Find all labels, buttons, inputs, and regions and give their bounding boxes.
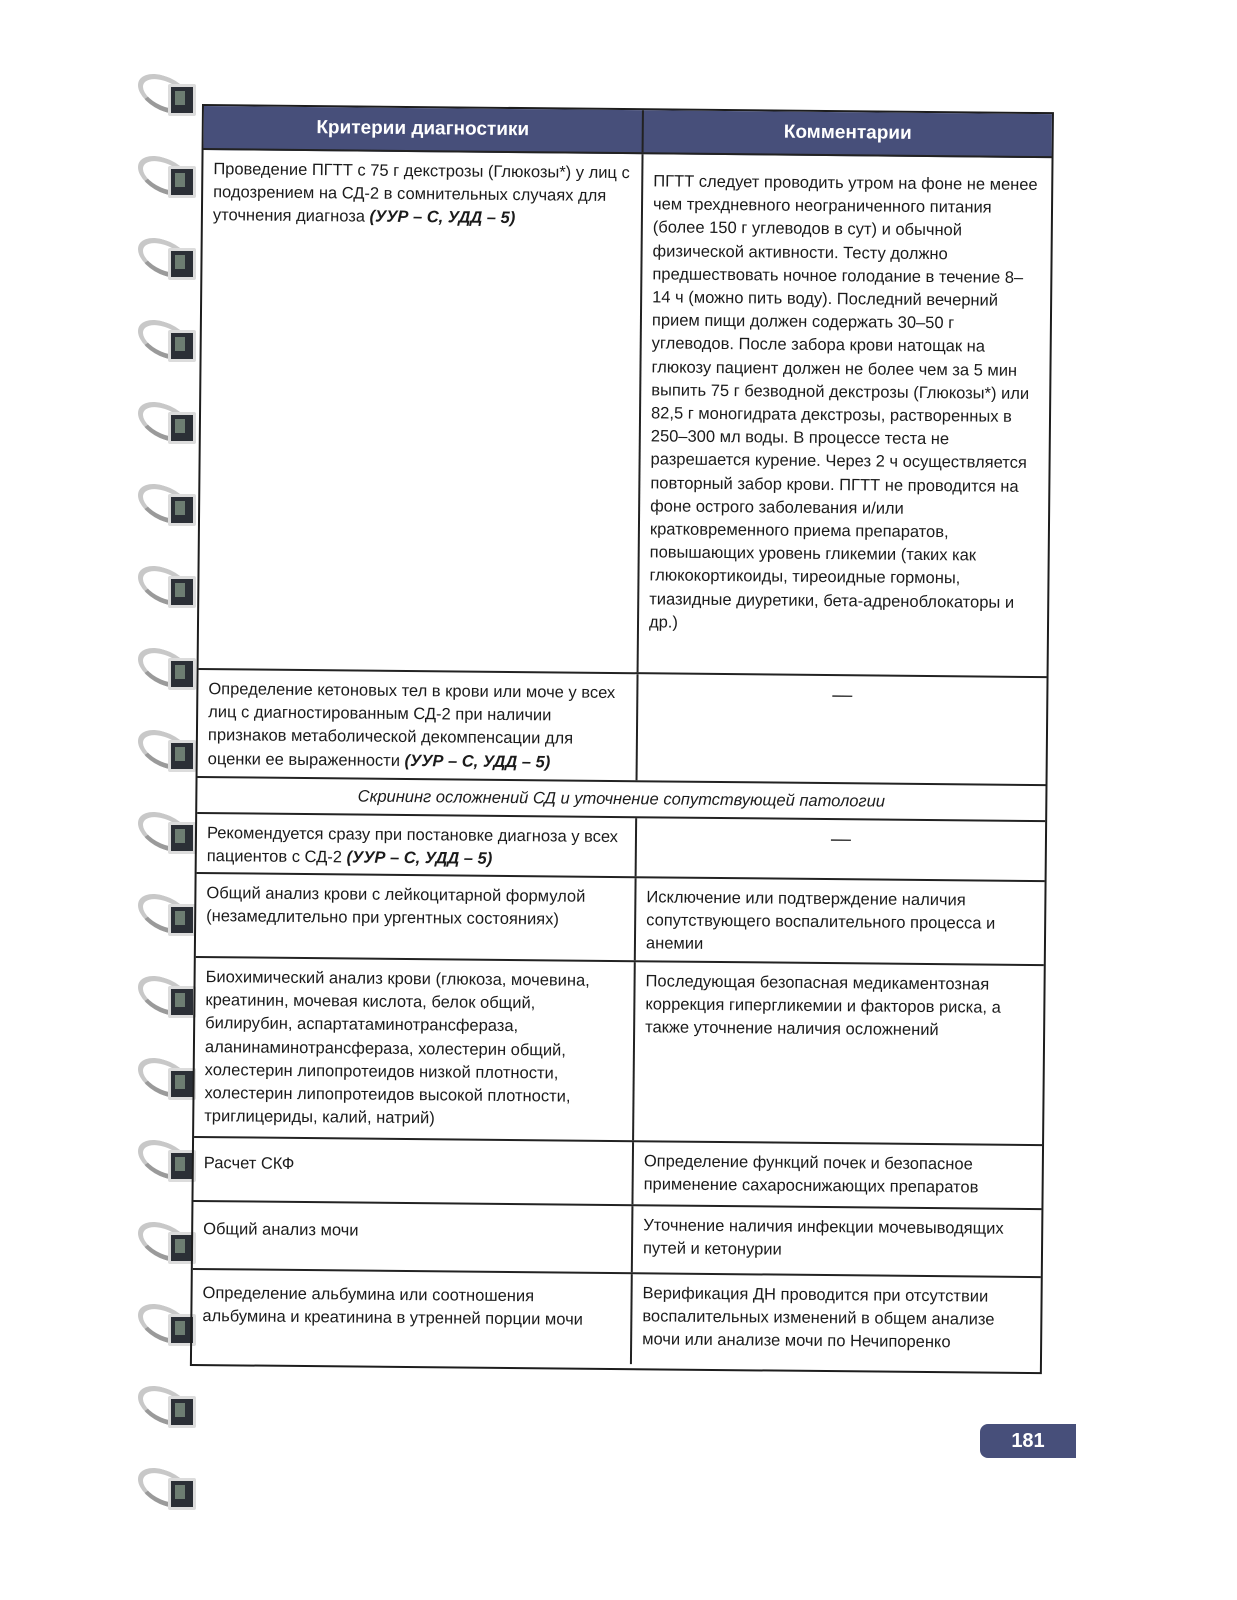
table-row: [194, 958, 1044, 1146]
section-title: Скрининг осложнений СД и уточнение сопутствующей патологии: [357, 787, 886, 811]
binding-ring: [138, 234, 200, 280]
comment-cell: Исключение или подтверждение наличия сопутствующего воспалительного процесса и анемии: [645, 888, 996, 954]
table-row: [193, 1202, 1042, 1278]
criteria-text: Проведение ПГТТ с 75 г декстрозы (Глюкозы*) у лиц с подозрением на СД-2 в сомнительных случаях для уточнения диагноза: [212, 160, 630, 226]
criteria-cell: Общий анализ крови с лейкоцитарной формулой (незамедлительно при ургентных состояниях): [196, 874, 637, 960]
binding-ring: [138, 1464, 200, 1510]
criteria-text: Рекомендуется сразу при постановке диагноза у всех пациентов с СД-2: [206, 824, 619, 867]
comment-cell: —: [832, 684, 853, 707]
binding-ring: [138, 480, 200, 526]
comment-cell: ПГТТ следует проводить утром на фоне не менее чем трехдневного неограниченного питания (более 150 г углеводов в сут) и обычной физической активности. Тесту должно предшествовать ночное голодание в течение 8–14 ч (можно пить воду). Последний вечерний прием пищи должен содержать 30–50 г углеводов. После забора крови натощак на глюкозу пациент должен не более чем за 5 мин выпить 75 г безводной декстрозы (Глюкозы*) или 82,5 г моногидрата декстрозы, растворенных в 250–300 мл воды. В процессе теста не разрешается курение. Через 2 ч осуществляется повторный забор крови. ПГТТ не проводится на фоне острого заболевания и/или кратковременного приема препаратов, повышающих уровень гликемии (таких как глюкокортикоиды, тиреоидные гормоны, тиазидные диуретики, бета-адреноблокаторы и др.): [648, 172, 1038, 632]
criteria-cell: [199, 150, 644, 672]
binding-ring: [138, 316, 200, 362]
criteria-cell: [198, 670, 639, 780]
table-row: [196, 874, 1045, 966]
comment-cell: Последующая безопасная медикаментозная коррекция гипергликемии и факторов риска, а также уточнение наличия осложнений: [645, 972, 1001, 1040]
binding-ring: [138, 808, 200, 854]
diagnostics-table: [190, 104, 1054, 1374]
criteria-cell: Биохимический анализ крови (глюкоза, мочевина, креатинин, мочевая кислота, белок общий, билирубин, аспартатаминотрансфераза, аланинаминотрансфераза, холестерин общий, холестерин липопротеидов низкой плотности, холестерин липопротеидов высокой плотности, триглицериды, калий, натрий): [194, 958, 636, 1140]
comment-cell: Верификация ДН проводится при отсутствии воспалительных изменений в общем анализе мочи или анализе мочи по Нечипоренко: [642, 1284, 995, 1352]
criteria-cell: Определение альбумина или соотношения альбумина и креатинина в утренней порции мочи: [192, 1270, 633, 1364]
criteria-cell: [197, 814, 638, 876]
binding-ring: [138, 70, 200, 116]
binding-ring: [138, 1054, 200, 1100]
binding-ring: [138, 890, 200, 936]
binding-ring: [138, 1382, 200, 1428]
criteria-cell: Расчет СКФ: [193, 1138, 634, 1204]
table-row: [199, 150, 1052, 678]
table-row: [197, 814, 1046, 882]
binding-ring: [138, 726, 200, 772]
binding-ring: [138, 1136, 200, 1182]
evidence-level: (УУР – С, УДД – 5): [404, 751, 551, 771]
binding-ring: [138, 644, 200, 690]
table-row: [193, 1138, 1042, 1210]
comment-cell: —: [830, 828, 852, 851]
comment-cell: Уточнение наличия инфекции мочевыводящих путей и кетонурии: [642, 1216, 1004, 1259]
binding-ring: [138, 972, 200, 1018]
header-criteria: Критерии диагностики: [204, 106, 644, 152]
binding-ring: [138, 398, 200, 444]
table-row: [192, 1270, 1041, 1368]
criteria-text: Определение кетоновых тел в крови или моче у всех лиц с диагностированным СД-2 при наличии признаков метаболической декомпенсации для оценки ее выраженности: [207, 680, 616, 770]
evidence-level: (УУР – С, УДД – 5): [346, 848, 493, 869]
criteria-cell: Общий анализ мочи: [193, 1202, 634, 1272]
header-comments: Комментарии: [783, 121, 912, 145]
binding-ring: [138, 152, 200, 198]
comment-cell: Определение функций почек и безопасное применение сахароснижающих препаратов: [643, 1152, 979, 1197]
page-number: 181: [980, 1424, 1076, 1458]
evidence-level: (УУР – С, УДД – 5): [369, 208, 516, 228]
binding-ring: [138, 562, 200, 608]
table-row: [198, 670, 1047, 786]
